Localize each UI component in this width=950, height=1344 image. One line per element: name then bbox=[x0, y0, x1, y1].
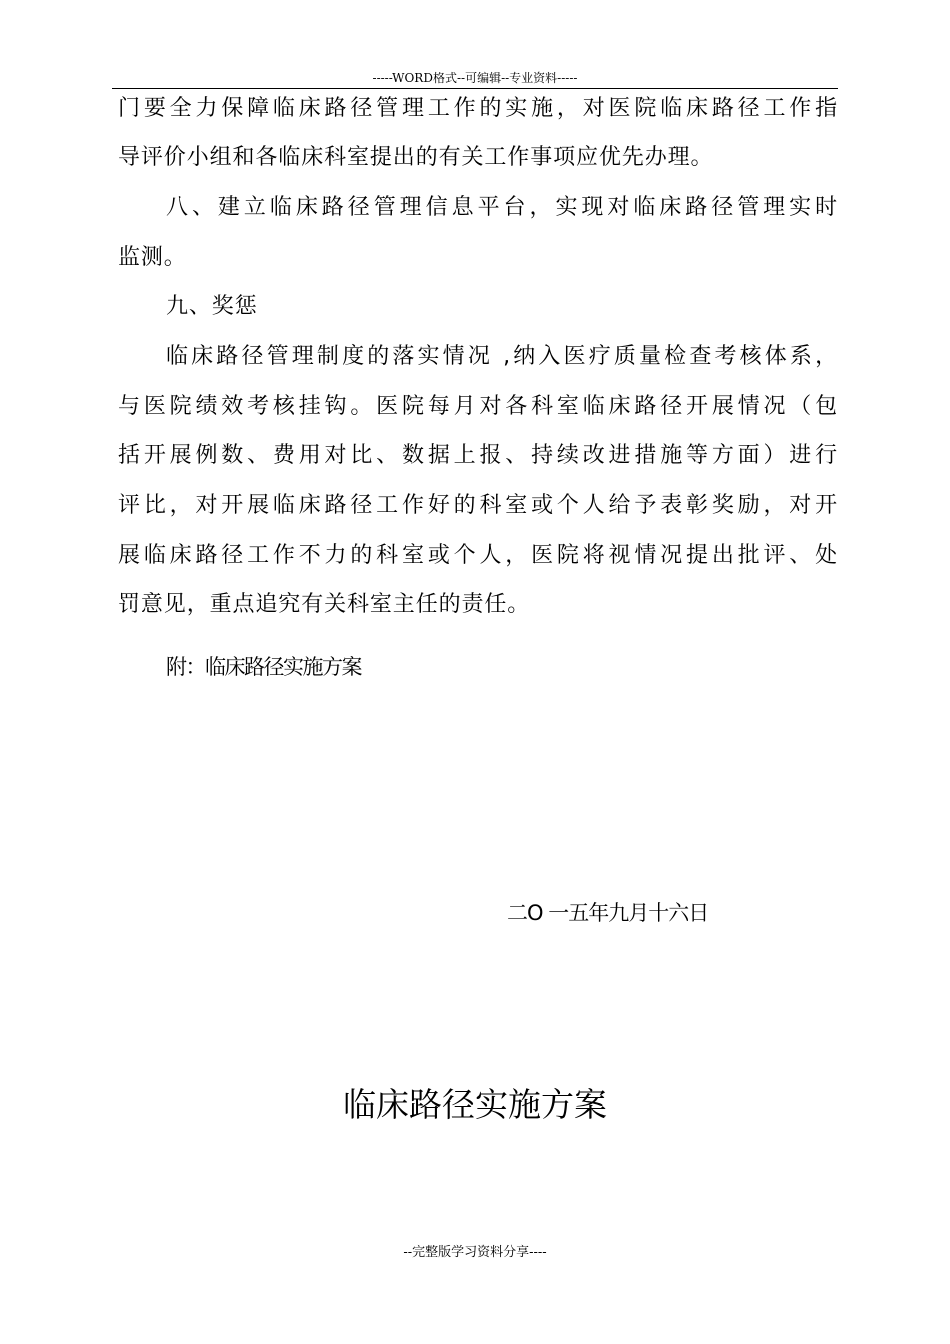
paragraph-line: 展临床路径工作不力的科室或个人，医院将视情况提出批评、处 bbox=[118, 543, 838, 568]
paragraph-line: 导评价小组和各临床科室提出的有关工作事项应优先办理。 bbox=[118, 145, 714, 170]
section-heading: 九、奖惩 bbox=[166, 294, 258, 319]
header-rule bbox=[112, 88, 838, 89]
document-date: 二O 一五年九月十六日 bbox=[507, 901, 709, 925]
paragraph-line: 括开展例数、费用对比、数据上报、持续改进措施等方面）进行 bbox=[118, 443, 838, 468]
paragraph-line: 与医院绩效考核挂钩。医院每月对各科室临床路径开展情况（包 bbox=[118, 394, 838, 419]
page-footer: --完整版学习资料分享---- bbox=[403, 1245, 547, 1260]
paragraph-line: 临床路径管理制度的落实情况 ,纳入医疗质量检查考核体系， bbox=[166, 344, 838, 369]
paragraph-line: 八、建立临床路径管理信息平台，实现对临床路径管理实时 bbox=[166, 195, 838, 220]
header-text: -----WORD格式--可编辑--专业资料----- bbox=[372, 71, 578, 85]
paragraph-line: 罚意见，重点追究有关科室主任的责任。 bbox=[118, 592, 531, 617]
paragraph-line: 监测。 bbox=[118, 245, 187, 270]
document-title: 临床路径实施方案 bbox=[343, 1085, 607, 1124]
paragraph-line: 评比，对开展临床路径工作好的科室或个人给予表彰奖励，对开 bbox=[118, 493, 838, 518]
appendix-note: 附：临床路径实施方案 bbox=[166, 655, 361, 679]
paragraph-line: 门要全力保障临床路径管理工作的实施，对医院临床路径工作指 bbox=[118, 96, 838, 121]
